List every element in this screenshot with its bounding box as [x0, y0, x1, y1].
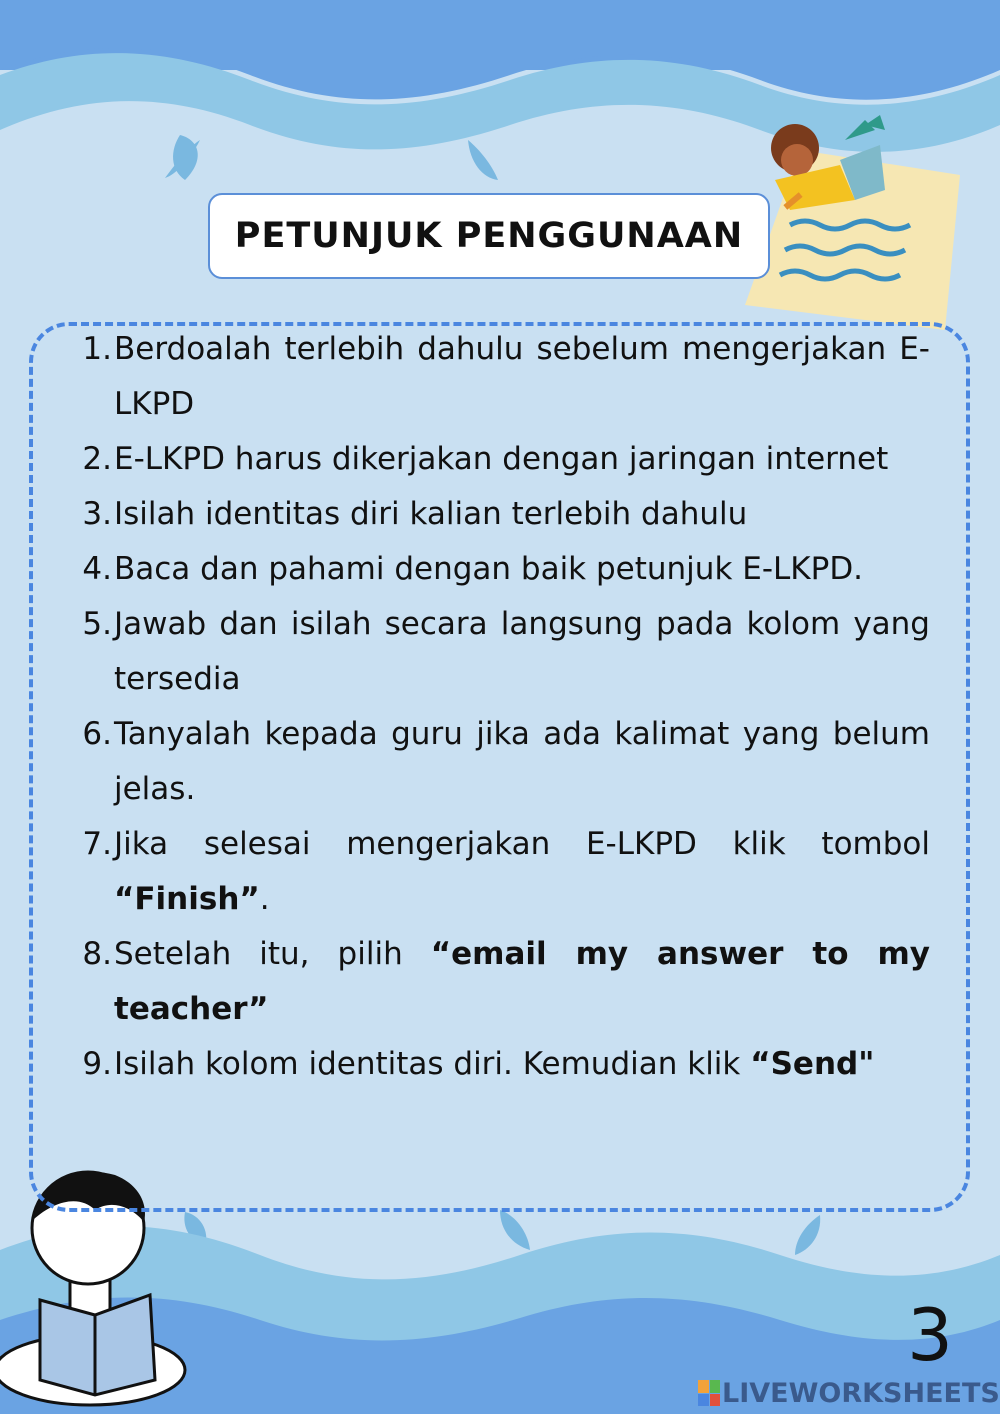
instruction-item — [72, 322, 930, 432]
instruction-item — [72, 542, 930, 597]
brand-text: LIVEWORKSHEETS — [722, 1377, 1000, 1409]
instruction-item — [72, 707, 930, 817]
instruction-emphasis: “Finish” — [114, 881, 260, 917]
liveworksheets-brand — [698, 1378, 1000, 1408]
instruction-number: 7. — [82, 826, 112, 862]
instruction-text: Jika selesai mengerjakan E-LKPD klik tombol — [114, 826, 930, 862]
instruction-emphasis: “email my answer to my teacher” — [114, 936, 930, 1027]
instruction-number: 3. — [82, 496, 112, 532]
instruction-number: 8. — [82, 936, 112, 972]
instruction-text: Isilah kolom identitas diri. Kemudian klik — [114, 1046, 751, 1082]
instruction-text: Baca dan pahami dengan baik petunjuk E-LKPD. — [114, 551, 864, 587]
instruction-item — [72, 1037, 930, 1092]
instruction-item — [72, 432, 930, 487]
instruction-number: 5. — [82, 606, 112, 642]
liveworksheets-logo-icon — [698, 1380, 720, 1406]
instruction-number: 2. — [82, 441, 112, 477]
instruction-item — [72, 597, 930, 707]
instruction-text: . — [259, 881, 270, 917]
instruction-number: 1. — [82, 331, 112, 367]
instruction-text: Tanyalah kepada guru jika ada kalimat yang belum jelas. — [114, 716, 930, 807]
page-number: 3 — [907, 1293, 953, 1377]
instruction-emphasis: “Send" — [750, 1046, 875, 1082]
instruction-item — [72, 487, 930, 542]
instruction-text: Jawab dan isilah secara langsung pada kolom yang tersedia — [114, 606, 930, 697]
instruction-number: 4. — [82, 551, 112, 587]
instruction-text: Setelah itu, pilih — [114, 936, 431, 972]
instruction-text: E-LKPD harus dikerjakan dengan jaringan internet — [114, 441, 889, 477]
page-title: PETUNJUK PENGGUNAAN — [234, 216, 744, 256]
instruction-item — [72, 817, 930, 927]
instructions-list — [72, 322, 930, 1092]
instruction-number: 6. — [82, 716, 112, 752]
instruction-text: Berdoalah terlebih dahulu sebelum mengerjakan E-LKPD — [114, 331, 930, 422]
instruction-text: Isilah identitas diri kalian terlebih dahulu — [114, 496, 748, 532]
title-box — [208, 193, 770, 279]
instruction-item — [72, 927, 930, 1037]
instruction-number: 9. — [82, 1046, 112, 1082]
